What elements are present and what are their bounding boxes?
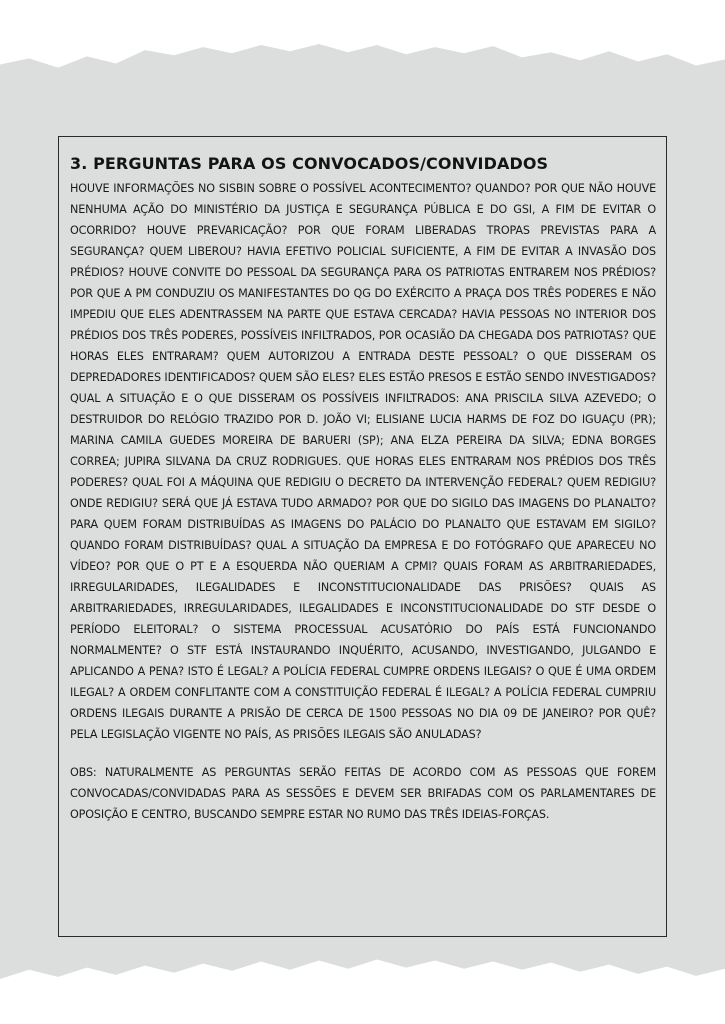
questions-paragraph: HOUVE INFORMAÇÕES NO SISBIN SOBRE O POSSÍVEL ACONTECIMENTO? QUANDO? POR QUE NÃO HOUVE NENHUMA AÇÃO DO MINISTÉRIO DA JUSTIÇA E SEGURANÇA PÚBLICA E DO GSI, A FIM DE EVITAR O OCORRIDO? HOUVE PREVARICAÇÃO? POR QUE FORAM LIBERADAS TROPAS PREVISTAS PARA A SEGURANÇA? QUEM LIBEROU? HAVIA EFETIVO POLICIAL SUFICIENTE, A FIM DE EVITAR A INVASÃO DOS PRÉDIOS? HOUVE CONVITE DO PESSOAL DA SEGURANÇA PARA OS PATRIOTAS ENTRAREM NOS PRÉDIOS? POR QUE A PM CONDUZIU OS MANIFESTANTES DO QG DO EXÉRCITO A PRAÇA DOS TRÊS PODERES E NÃO IMPEDIU QUE ELES ADENTRASSEM NA PARTE QUE ESTAVA CERCADA? HAVIA PESSOAS NO INTERIOR DOS PRÉDIOS DOS TRÊS PODERES, POSSÍVEIS INFILTRADOS, POR OCASIÃO DA CHEGADA DOS PATRIOTAS? QUE HORAS ELES ENTRARAM? QUEM AUTORIZOU A ENTRADA DESTE PESSOAL? O QUE DISSERAM OS DEPREDADORES IDENTIFICADOS? QUEM SÃO ELES? ELES ESTÃO PRESOS E ESTÃO SENDO INVESTIGADOS? QUAL A SITUAÇÃO E O QUE DISSERAM OS POSSÍVEIS INFILTRADOS: ANA PRISCILA SILVA AZEVEDO; O DESTRUIDOR DO RELÓGIO TRAZIDO POR D. JOÃO VI; ELISIANE LUCIA HARMS DE FOZ DO IGUAÇU (PR); MARINA CAMILA GUEDES MOREIRA DE BARUERI (SP); ANA ELZA PEREIRA DA SILVA; EDNA BORGES CORREA; JUPIRA SILVANA DA CRUZ RODRIGUES. QUE HORAS ELES ENTRARAM NOS PRÉDIOS DOS TRÊS PODERES? QUAL FOI A MÁQUINA QUE REDIGIU O DECRETO DA INTERVENÇÃO FEDERAL? QUEM REDIGIU? ONDE REDIGIU? SERÁ QUE JÁ ESTAVA TUDO ARMADO? POR QUE DO SIGILO DAS IMAGENS DO PLANALTO? PARA QUEM FORAM DISTRIBUÍDAS AS IMAGENS DO PALÁCIO DO PLANALTO QUE ESTAVAM EM SIGILO? QUANDO FORAM DISTRIBUÍDAS? QUAL A SITUAÇÃO DA EMPRESA E DO FOTÓGRAFO QUE APARECEU NO VÍDEO? POR QUE O PT E A ESQUERDA NÃO QUERIAM A CPMI? QUAIS FORAM AS ARBITRARIEDADES, IRREGULARIDADES, ILEGALIDADES E INCONSTITUCIONALIDADE DAS PRISÕES? QUAIS AS ARBITRARIEDADES, IRREGULARIDADES, ILEGALIDADES E INCONSTITUCIONALIDADE DO STF DESDE O PERÍODO ELEITORAL? O SISTEMA PROCESSUAL ACUSATÓRIO DO PAÍS ESTÁ FUNCIONANDO NORMALMENTE? O STF ESTÁ INSTAURANDO INQUÉRITO, ACUSANDO, INVESTIGANDO, JULGANDO E APLICANDO A PENA? ISTO É LEGAL? A POLÍCIA FEDERAL CUMPRE ORDENS ILEGAIS? O QUE É UMA ORDEM ILEGAL? A ORDEM CONFLITANTE COM A CONSTITUIÇÃO FEDERAL É ILEGAL? A POLÍCIA FEDERAL CUMPRIU ORDENS ILEGAIS DURANTE A PRISÃO DE CERCA DE 1500 PESSOAS NO DIA 09 DE JANEIRO? POR QUÊ? PELA LEGISLAÇÃO VIGENTE NO PAÍS, AS PRISÕES ILEGAIS SÃO ANULADAS? <box>70 182 656 741</box>
obs-paragraph: OBS: NATURALMENTE AS PERGUNTAS SERÃO FEITAS DE ACORDO COM AS PESSOAS QUE FOREM CONVOCADAS/CONVIDADAS PARA AS SESSÕES E DEVEM SER BRIFADAS COM OS PARLAMENTARES DE OPOSIÇÃO E CENTRO, BUSCANDO SEMPRE ESTAR NO RUMO DAS TRÊS IDEIAS-FORÇAS. <box>70 766 656 821</box>
document-box <box>58 136 667 937</box>
section-title: 3. PERGUNTAS PARA OS CONVOCADOS/CONVIDADOS <box>70 154 549 173</box>
